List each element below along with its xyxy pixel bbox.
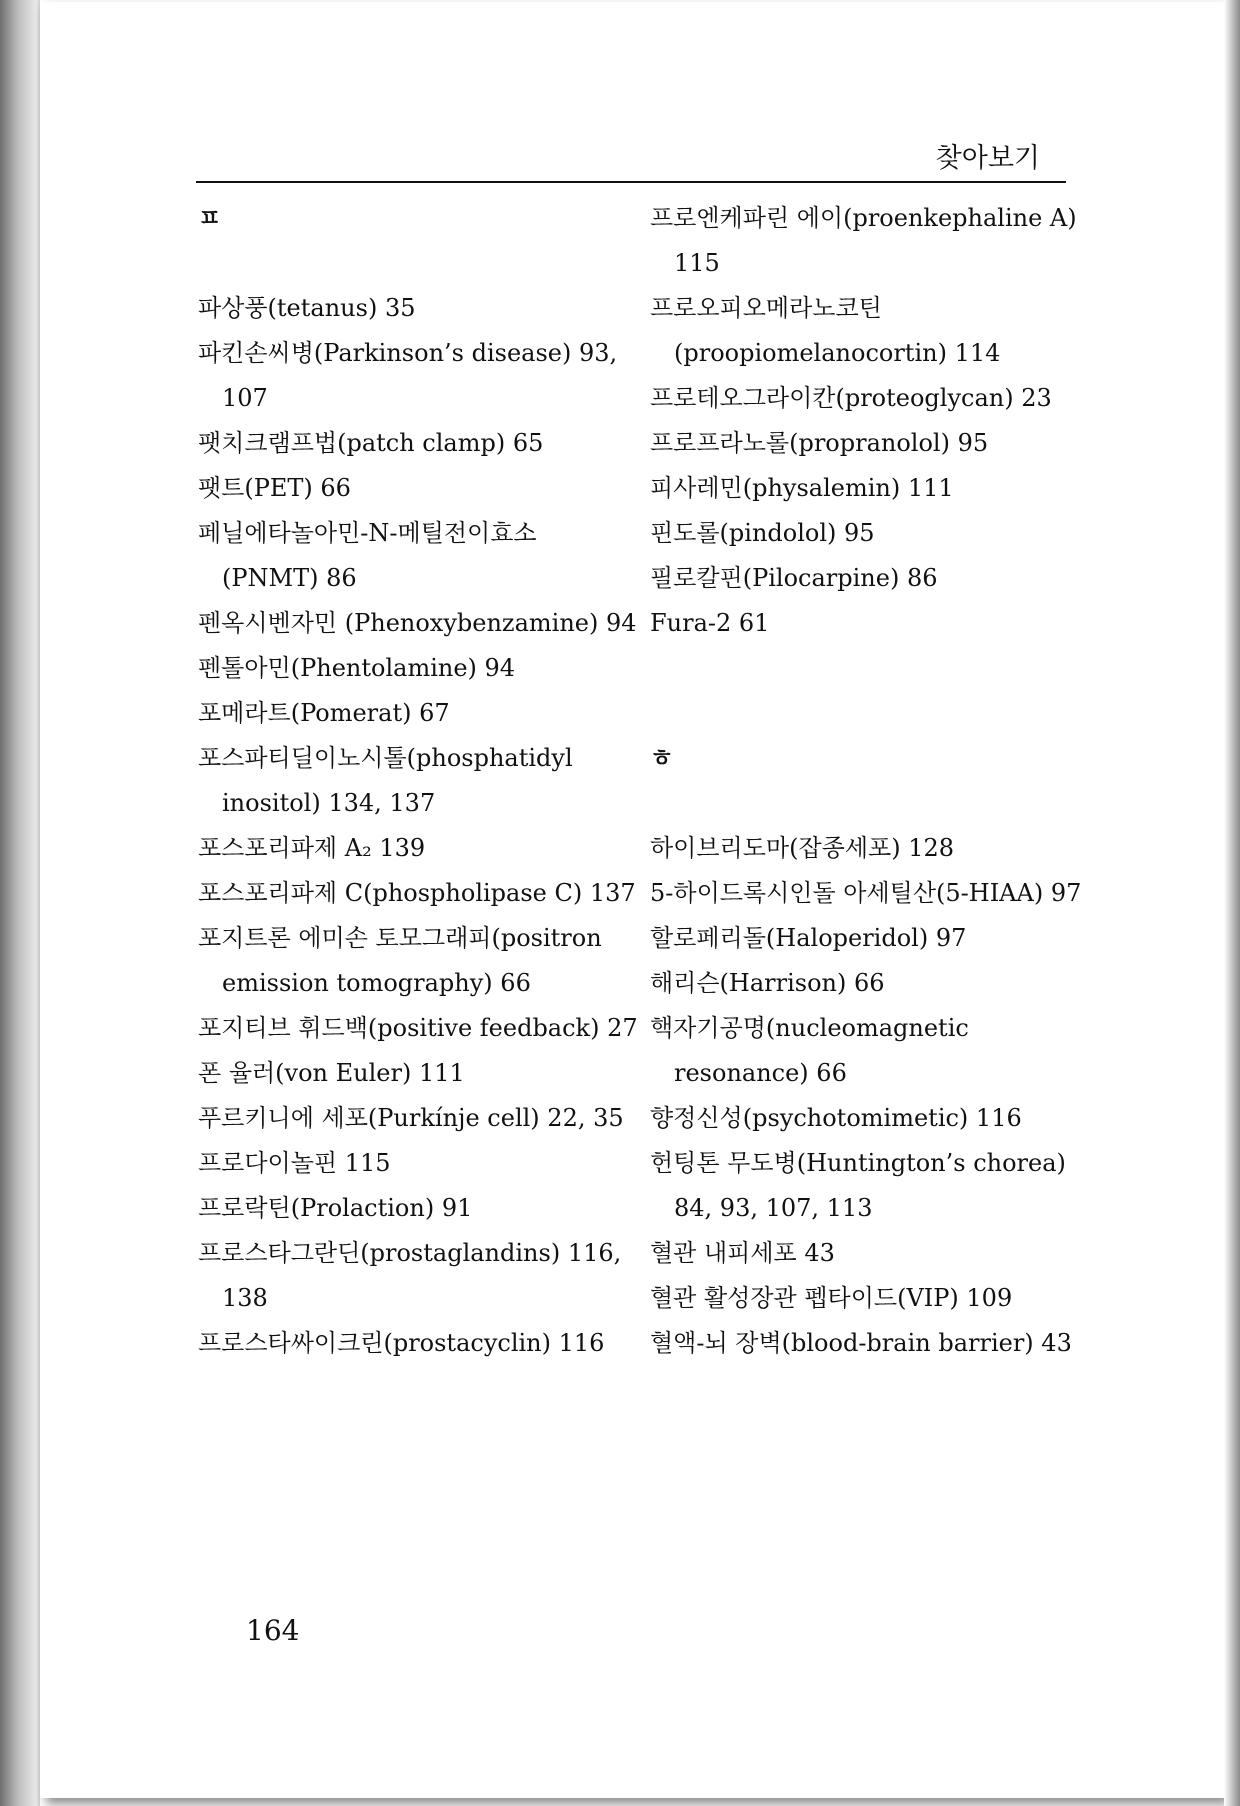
index-entry: 프로다이놀핀 115 [198, 1149, 391, 1177]
index-entry: 피사레민(physalemin) 111 [650, 474, 954, 502]
left-column [198, 196, 638, 1366]
index-entry: 포스포리파제 A₂ 139 [198, 834, 426, 862]
book-spine-edge [0, 0, 40, 1806]
index-entry: 프로락틴(Prolaction) 91 [198, 1194, 473, 1222]
index-entry: 포지트론 에미손 토모그래피(positron emission tomography) 66 [198, 924, 602, 997]
index-entry: 펜옥시벤자민 (Phenoxybenzamine) 94 [198, 609, 637, 637]
index-entry: 팻치크램프법(patch clamp) 65 [198, 429, 544, 457]
index-entry: 프로스타싸이크린(prostacyclin) 116 [198, 1329, 605, 1357]
index-entry: 프로테오그라이칸(proteoglycan) 23 [650, 384, 1052, 412]
index-entry: 혈관 내피세포 43 [650, 1239, 835, 1267]
index-entry: 핀도롤(pindolol) 95 [650, 519, 875, 547]
index-entry: 혈관 활성장관 펩타이드(VIP) 109 [650, 1284, 1013, 1312]
index-entry: 포메라트(Pomerat) 67 [198, 699, 450, 727]
index-entry: 프로스타그란딘(prostaglandins) 116, 138 [198, 1239, 622, 1312]
index-entry: 페닐에타놀아민-N-메틸전이효소 (PNMT) 86 [198, 519, 537, 592]
index-entry: Fura-2 61 [650, 609, 770, 637]
index-entry: 필로칼핀(Pilocarpine) 86 [650, 564, 938, 592]
section-letter-h: ㅎ [650, 744, 674, 772]
index-entry: 할로페리돌(Haloperidol) 97 [650, 924, 967, 952]
header-rule [196, 181, 1066, 183]
right-column [650, 196, 1090, 1366]
right-entry-list-bottom [650, 826, 1090, 1366]
index-entry: 펜톨아민(Phentolamine) 94 [198, 654, 516, 682]
index-entry: 푸르키니에 세포(Purkínje cell) 22, 35 [198, 1104, 624, 1132]
left-entry-list [198, 286, 638, 1366]
section-letter-p: ㅍ [198, 204, 222, 232]
index-entry: 파상풍(tetanus) 35 [198, 294, 416, 322]
right-entry-list-top [650, 196, 1090, 646]
index-entry: 포지티브 휘드백(positive feedback) 27 [198, 1014, 638, 1042]
index-entry: 팻트(PET) 66 [198, 474, 351, 502]
index-entry: 5-하이드록시인돌 아세틸산(5-HIAA) 97 [650, 879, 1082, 907]
index-entry: 프로프라노롤(propranolol) 95 [650, 429, 989, 457]
index-entry: 헌팅톤 무도병(Huntington’s chorea) 84, 93, 107, 113 [650, 1149, 1066, 1222]
index-entry: 혈액-뇌 장벽(blood-brain barrier) 43 [650, 1329, 1072, 1357]
index-entry: 파킨손씨병(Parkinson’s disease) 93, 107 [198, 339, 618, 412]
index-entry: 프로엔케파린 에이(proenkephaline A) 115 [650, 204, 1077, 277]
index-entry: 폰 율러(von Euler) 111 [198, 1059, 465, 1087]
section-gap [650, 646, 1090, 736]
index-entry: 하이브리도마(잡종세포) 128 [650, 834, 955, 862]
page-shadow [1224, 0, 1240, 1806]
index-entry: 해리슨(Harrison) 66 [650, 969, 885, 997]
index-entry: 핵자기공명(nucleomagnetic resonance) 66 [650, 1014, 969, 1087]
index-entry: 향정신성(psychotomimetic) 116 [650, 1104, 1022, 1132]
index-entry: 포스포리파제 C(phospholipase C) 137 [198, 879, 636, 907]
page-number: 164 [246, 1614, 300, 1647]
index-entry: 프로오피오메라노코틴(proopiomelanocortin) 114 [650, 294, 1001, 367]
running-title: 찾아보기 [935, 143, 1040, 174]
index-entry: 포스파티딜이노시톨(phosphatidyl inositol) 134, 137 [198, 744, 573, 817]
